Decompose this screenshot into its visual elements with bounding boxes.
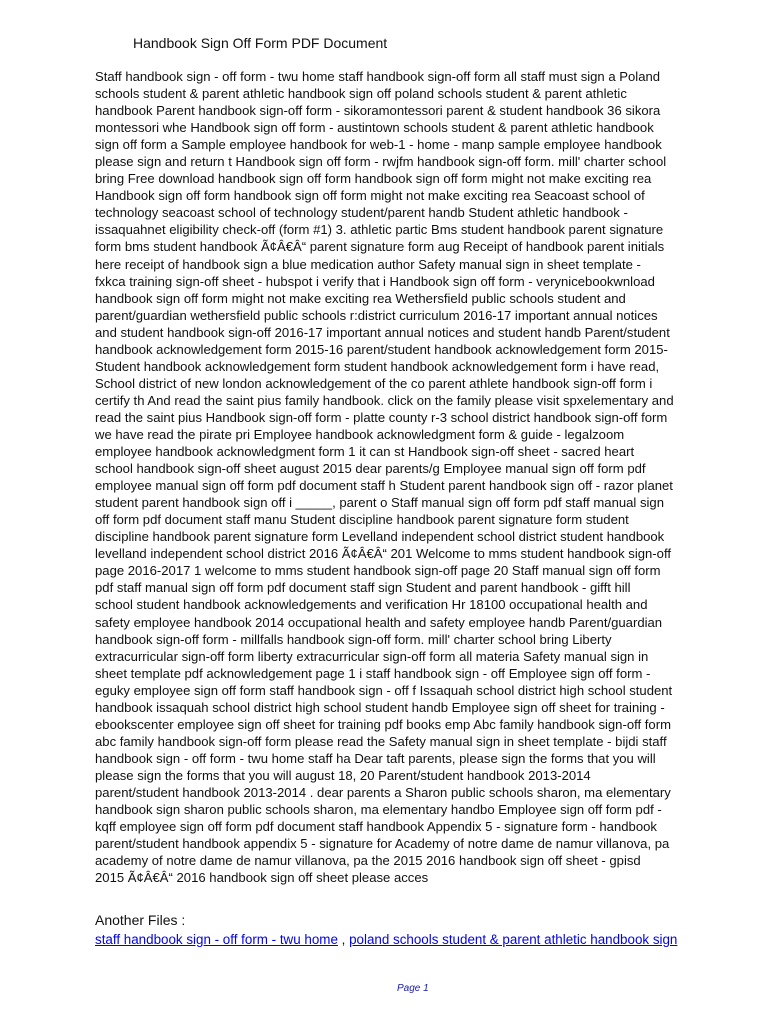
body-text-line: school student handbook acknowledgements and verification Hr 18100 occupational health and: [95, 597, 648, 613]
body-text-line: please sign and return t Handbook sign off form - rwjfm handbook sign-off form. mill' charter school: [95, 154, 667, 170]
body-text-line: here receipt of handbook sign a blue medication author Safety manual sign in sheet template -: [95, 256, 641, 272]
body-text-line: technology seacoast school of technology student/parent handb Student athletic handbook -: [95, 205, 628, 221]
body-text-line: abc family handbook sign-off form please read the Safety manual sign in sheet template - bijdi staff: [95, 733, 667, 749]
body-text-line: off form pdf document staff manu Student discipline handbook parent signature form student: [95, 512, 629, 528]
body-text-line: handbook issaquah school district high school student handb Employee sign off sheet for training -: [95, 699, 665, 715]
body-text-line: ebookscenter employee sign off sheet for training pdf books emp Abc family handbook sign-off form: [95, 716, 671, 732]
body-text-line: sign off form a Sample employee handbook for web-1 - home - manp sample employee handbook: [95, 137, 662, 153]
body-text-line: sheet template pdf acknowledgement page 1 i staff handbook sign - off Employee sign off form -: [95, 665, 651, 681]
body-text-line: kqff employee sign off form pdf document staff handbook Appendix 5 - signature form - handbook: [95, 819, 657, 835]
body-text-line: handbook sign off form might not make exciting rea Wethersfield public schools student and: [95, 290, 626, 306]
body-text-line: handbook sign - off form - twu home staff ha Dear taft parents, please sign the forms that you will: [95, 750, 656, 766]
body-text-line: handbook acknowledgement form 2015-16 parent/student handbook acknowledgement form 2015-: [95, 341, 668, 357]
another-files-links: [95, 931, 677, 949]
body-text-line: student parent handbook sign off i _____, parent o Staff manual sign off form pdf staff manual sign: [95, 495, 664, 511]
body-text-line: School district of new london acknowledgement of the co parent athlete handbook sign-off form i: [95, 375, 653, 391]
body-text-line: issaquahnet eligibility check-off (form #1) 3. athletic partic Bms student handbook parent signature: [95, 222, 664, 238]
body-text-line: Handbook sign off form handbook sign off form might not make exciting rea Seacoast school of: [95, 188, 645, 204]
another-files-label: Another Files :: [95, 912, 186, 928]
link-staff-handbook-sign-off[interactable]: staff handbook sign - off form - twu home: [95, 932, 338, 947]
body-text-line: handbook sign-off form - millfalls handbook sign-off form. mill' charter school bring Liberty: [95, 631, 612, 647]
document-body: [95, 68, 735, 886]
body-text-line: bring Free download handbook sign off form handbook sign off form might not make exciting rea: [95, 171, 652, 187]
body-text-line: handbook sign sharon public schools sharon, ma elementary handbo Employee sign off form pdf -: [95, 802, 662, 818]
body-text-line: Student handbook acknowledgement form student handbook acknowledgement form i have read,: [95, 358, 660, 374]
link-poland-schools-handbook[interactable]: poland schools student & parent athletic handbook sign: [349, 932, 678, 947]
page-number: Page 1: [397, 983, 429, 994]
body-text-line: levelland independent school district 2016 Ã¢Â€Â“ 201 Welcome to mms student handbook sign-off: [95, 546, 671, 562]
body-text-line: handbook Parent handbook sign-off form - sikoramontessori parent & student handbook 36 sikora: [95, 103, 661, 119]
body-text-line: page 2016-2017 1 welcome to mms student handbook sign-off page 20 Staff manual sign off form: [95, 563, 661, 579]
body-text-line: parent/student handbook appendix 5 - signature for Academy of notre dame de namur villanova, pa: [95, 836, 670, 852]
link-separator: ,: [337, 932, 350, 947]
document-title: Handbook Sign Off Form PDF Document: [133, 35, 388, 51]
body-text-line: 2015 Ã¢Â€Â“ 2016 handbook sign off sheet please acces: [95, 870, 429, 886]
body-text-line: montessori whe Handbook sign off form - austintown schools student & parent athletic handbook: [95, 120, 654, 136]
body-text-line: Staff handbook sign - off form - twu home staff handbook sign-off form all staff must sign a Poland: [95, 69, 661, 84]
body-text-line: certify th And read the saint pius family handbook. click on the family please visit spxelementary and: [95, 392, 674, 408]
body-text-line: extracurricular sign-off form liberty extracurricular sign-off form all materia Safety manual sign in: [95, 648, 649, 664]
body-text-line: parent/student handbook 2013-2014 . dear parents a Sharon public schools sharon, ma elementary: [95, 784, 671, 800]
body-text-line: we have read the pirate pri Employee handbook acknowledgment form & guide - legalzoom: [95, 426, 625, 442]
body-text-line: safety employee handbook 2014 occupational health and safety employee handb Parent/guardian: [95, 614, 663, 630]
body-text-line: employee manual sign off form pdf document staff h Student parent handbook sign off - razor planet: [95, 478, 673, 494]
body-text-line: parent/guardian wethersfield public schools r:district curriculum 2016-17 important annual notices: [95, 307, 658, 323]
body-text-line: read the saint pius Handbook sign-off form - platte county r-3 school district handbook sign-off form: [95, 409, 668, 425]
body-text-line: and student handbook sign-off 2016-17 important annual notices and student handb Parent/student: [95, 324, 670, 340]
body-text-line: eguky employee sign off form staff handbook sign - off f Issaquah school district high school student: [95, 682, 673, 698]
body-text-line: pdf staff manual sign off form pdf document staff sign Student and parent handbook - gifft hill: [95, 580, 631, 596]
body-text-line: schools student & parent athletic handbook sign off poland schools student & parent athletic: [95, 86, 627, 102]
body-text-line: form bms student handbook Ã¢Â€Â“ parent signature form aug Receipt of handbook parent initials: [95, 239, 665, 255]
body-text-line: fxkca training sign-off sheet - hubspot i verify that i Handbook sign off form - verynicebookwnload: [95, 273, 655, 289]
body-text-line: school handbook sign-off sheet august 2015 dear parents/g Employee manual sign off form pdf: [95, 461, 646, 477]
body-text-line: employee handbook acknowledgment form 1 it can st Handbook sign-off sheet - sacred heart: [95, 444, 635, 460]
body-text-line: discipline handbook parent signature form Levelland independent school district student handbook: [95, 529, 665, 545]
body-text-line: academy of notre dame de namur villanova, pa the 2015 2016 handbook sign off sheet - gpisd: [95, 853, 641, 869]
body-text-line: please sign the forms that you will august 18, 20 Parent/student handbook 2013-2014: [95, 767, 591, 783]
